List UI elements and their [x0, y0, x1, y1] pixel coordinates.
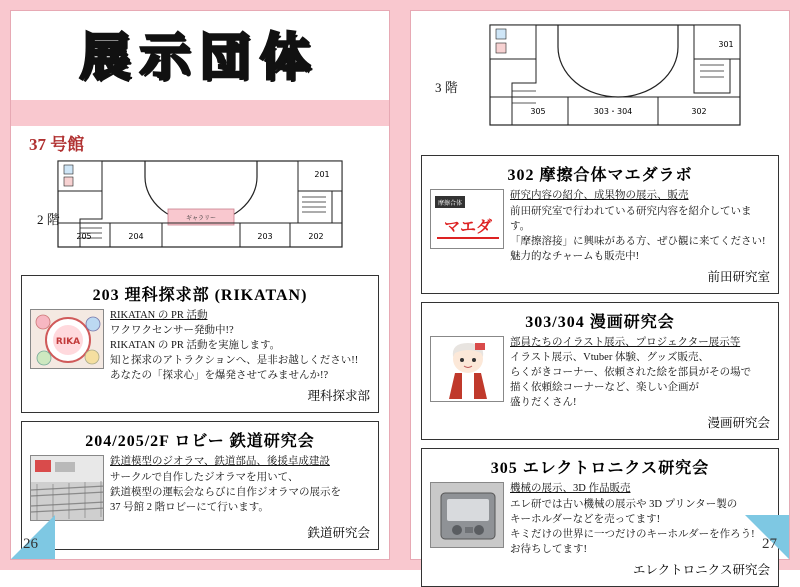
entry-title: 302 摩擦合体マエダラボ: [507, 167, 693, 184]
maeda-lab-logo-thumbnail: [430, 189, 504, 249]
title-block: [27, 25, 373, 94]
page-title: 展示団体: [80, 28, 320, 86]
floor-label: 2 階: [37, 211, 60, 227]
entry-body: [430, 336, 770, 412]
entry-line: イラスト展示、Vtuber 体験、グッズ販売、: [510, 352, 709, 364]
svg-text:204: 204: [128, 231, 144, 241]
entry-line: 魅力的なチャームも販売中!: [510, 250, 640, 262]
electronics-device-thumbnail: [430, 482, 504, 548]
entry-title: 305 エレクトロニクス研究会: [490, 460, 710, 478]
entry-org: 理科探求部: [307, 389, 370, 404]
entry-body: [30, 309, 370, 385]
entry-card: [21, 275, 379, 414]
entry-line: 知と探求のアトラクションへ、是非お越しください!!: [110, 355, 359, 367]
svg-text:305: 305: [530, 107, 546, 116]
svg-text:301: 301: [718, 40, 734, 49]
manga-character-thumbnail: [430, 336, 504, 402]
title-underband: [11, 100, 389, 126]
entry-body: [430, 189, 770, 265]
entry-title: 203 理科探求部 (RIKATAN): [92, 286, 308, 304]
entry-line: サークルで自作したジオラマを用いて、: [110, 471, 299, 483]
entry-body: [30, 455, 370, 521]
entry-title: 204/205/2F ロビー 鉄道研究会: [85, 433, 315, 451]
right-page-inner: [410, 10, 790, 577]
rikatan-logo-thumbnail: [30, 309, 104, 369]
floor-map-3f: [421, 21, 779, 147]
entry-line: キミだけの世界に一つだけのキーホルダーを作ろう!: [510, 528, 755, 540]
entry-org: エレクトロニクス研究会: [632, 562, 770, 577]
entry-lead: RIKATAN の PR 活動: [110, 309, 208, 321]
svg-text:RIKA: RIKA: [55, 336, 81, 347]
entry-org: 漫画研究会: [707, 416, 770, 431]
entry-body: [430, 482, 770, 558]
svg-text:201: 201: [314, 169, 330, 179]
svg-text:303・304: 303・304: [593, 107, 633, 116]
entry-title: 303/304 漫画研究会: [525, 313, 675, 331]
svg-text:202: 202: [308, 231, 324, 241]
entry-text: [110, 309, 370, 385]
entry-card: [421, 155, 779, 294]
svg-text:マエダ: マエダ: [443, 217, 493, 236]
entry-line: 盛りだくさん!: [510, 397, 577, 409]
entry-line: ワクワクセンサー発動中!?: [110, 325, 234, 337]
entry-text: [510, 189, 770, 265]
entry-lead: 研究内容の紹介、成果物の展示、販売: [510, 190, 689, 201]
right-page: [400, 0, 800, 577]
hall-label: 37 号館: [29, 134, 85, 154]
railway-diorama-thumbnail: [30, 455, 104, 521]
floor-map-2f-svg: [50, 157, 350, 267]
entry-line: エレ研では古い機械の展示や 3D プリンター製の: [510, 498, 738, 510]
entry-card: [421, 302, 779, 441]
entry-line: 37 号館 2 階ロビーにて行います。: [110, 501, 269, 513]
entry-lead: 鉄道模型のジオラマ、鉄道部品、後援卓成建設: [110, 456, 330, 468]
svg-text:205: 205: [76, 231, 92, 241]
entry-line: 描く依頼絵コーナーなど、楽しい企画が: [510, 382, 699, 394]
entry-org: 鉄道研究会: [307, 526, 370, 541]
entry-line: 「摩擦溶接」に興味がある方、ぜひ観に来てください!: [510, 235, 766, 247]
svg-text:203: 203: [257, 231, 273, 241]
entry-text: [510, 336, 770, 412]
entry-line: 前田研究室で行われている研究内容を紹介しています。: [510, 205, 752, 232]
entry-card: [21, 421, 379, 550]
page-number: 26: [23, 536, 38, 552]
entry-lead: 機械の展示、3D 作品販売: [510, 483, 631, 495]
svg-text:302: 302: [691, 107, 707, 116]
floor-map-2f: [21, 157, 379, 267]
entry-card: [421, 448, 779, 587]
entry-line: 鉄道模型の運転会ならびに自作ジオラマの展示を: [110, 486, 341, 498]
entry-lead: 部員たちのイラスト展示、プロジェクター展示等: [510, 336, 741, 348]
entry-line: キーホルダーなどを売ってます!: [510, 513, 661, 525]
entry-text: [110, 455, 370, 521]
entry-line: お待ちしてます!: [510, 543, 587, 555]
page-number: 27: [762, 536, 777, 552]
entry-text: [510, 482, 770, 558]
entry-line: らくがきコーナー、依頼された絵を部員がその場で: [510, 367, 752, 379]
left-page-inner: [10, 10, 390, 560]
entry-org: 前田研究室: [707, 269, 770, 284]
svg-text:ギャラリー: ギャラリー: [185, 214, 217, 222]
entry-line: RIKATAN の PR 活動を実施します。: [110, 340, 281, 352]
left-page: [0, 0, 400, 570]
entry-line: あなたの「探求心」を爆発させてみませんか!?: [110, 370, 329, 382]
floor-label: 3 階: [435, 80, 458, 95]
svg-text:摩擦合体: 摩擦合体: [437, 200, 463, 207]
floor-map-3f-svg: [450, 21, 750, 147]
